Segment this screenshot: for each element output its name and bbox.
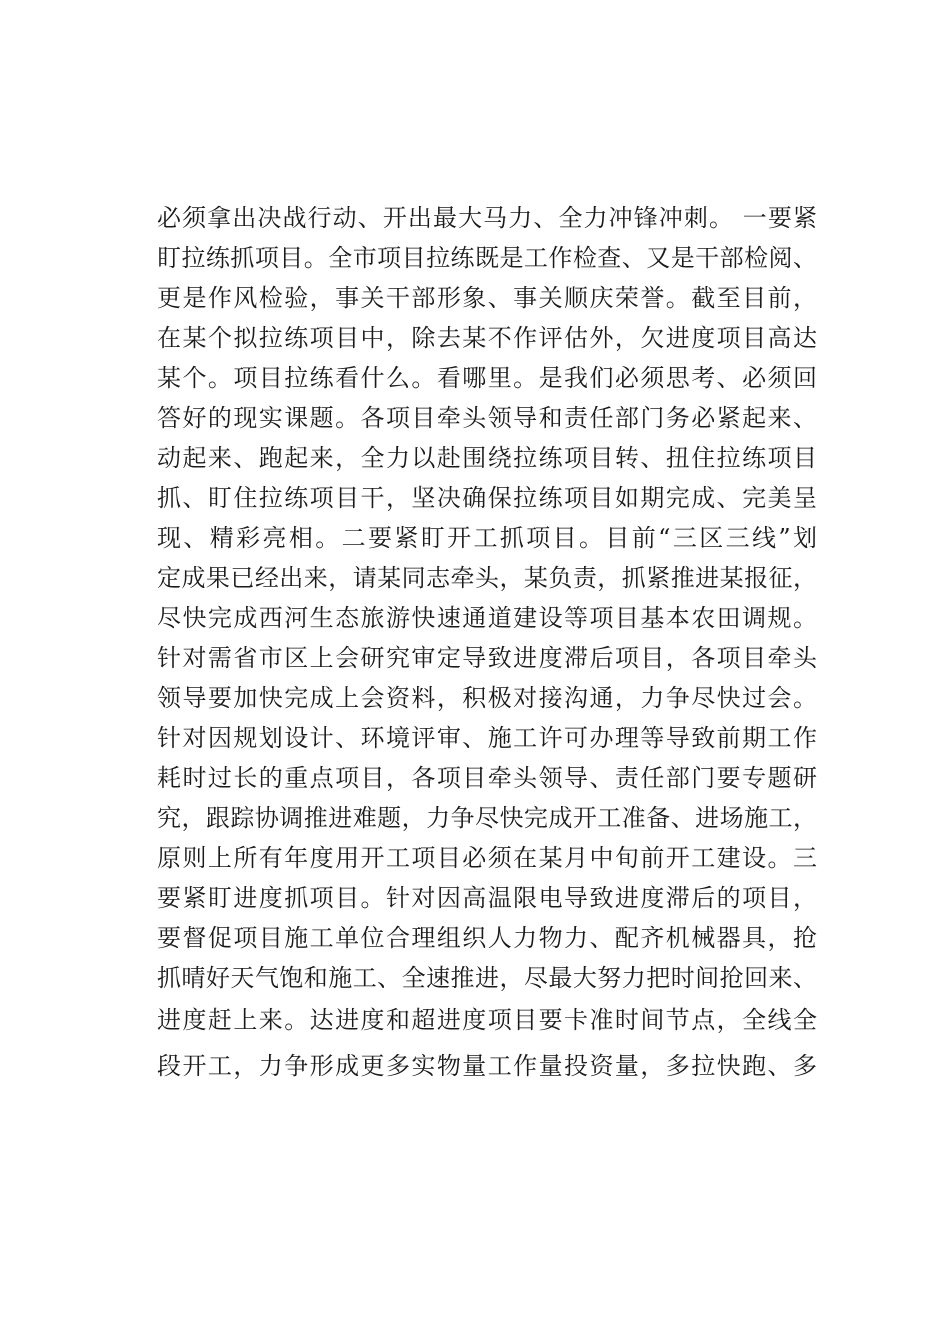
text-line: 针对因规划设计、环境评审、施工许可办理等导致前期工作: [157, 724, 817, 752]
text-line: 答好的现实课题。各项目牵头领导和责任部门务必紧起来、: [157, 404, 817, 432]
text-line: 进度赶上来。达进度和超进度项目要卡准时间节点，全线全: [157, 1006, 817, 1034]
text-line: 尽快完成西河生态旅游快速通道建设等项目基本农田调规。: [157, 604, 817, 632]
text-line: 原则上所有年度用开工项目必须在某月中旬前开工建设。三: [157, 844, 817, 872]
text-line: 要督促项目施工单位合理组织人力物力、配齐机械器具，抢: [157, 924, 817, 952]
text-line: 某个。项目拉练看什么。看哪里。是我们必须思考、必须回: [157, 364, 817, 392]
text-line: 段开工，力争形成更多实物量工作量投资量，多拉快跑、多: [157, 1052, 817, 1080]
text-line: 要紧盯进度抓项目。针对因高温限电导致进度滞后的项目，: [157, 884, 817, 912]
text-line: 抓晴好天气饱和施工、全速推进，尽最大努力把时间抢回来、: [157, 964, 817, 992]
text-line: 领导要加快完成上会资料，积极对接沟通，力争尽快过会。: [157, 684, 817, 712]
text-line: 耗时过长的重点项目，各项目牵头领导、责任部门要专题研: [157, 764, 817, 792]
text-line: 究，跟踪协调推进难题，力争尽快完成开工准备、进场施工，: [157, 804, 817, 832]
text-line: 动起来、跑起来，全力以赴围绕拉练项目转、扭住拉练项目: [157, 444, 817, 472]
text-line: 针对需省市区上会研究审定导致进度滞后项目，各项目牵头: [157, 644, 817, 672]
text-line: 更是作风检验，事关干部形象、事关顺庆荣誉。截至目前，: [157, 284, 817, 312]
text-line: 在某个拟拉练项目中，除去某不作评估外，欠进度项目高达: [157, 324, 817, 352]
text-line: 现、精彩亮相。二要紧盯开工抓项目。目前“三区三线”划: [157, 524, 817, 552]
text-line: 盯拉练抓项目。全市项目拉练既是工作检查、又是干部检阅、: [157, 244, 817, 272]
text-line: 必须拿出决战行动、开出最大马力、全力冲锋冲刺。 一要紧: [157, 204, 817, 232]
text-line: 定成果已经出来，请某同志牵头，某负责，抓紧推进某报征，: [157, 564, 817, 592]
text-line: 抓、盯住拉练项目干，坚决确保拉练项目如期完成、完美呈: [157, 484, 817, 512]
